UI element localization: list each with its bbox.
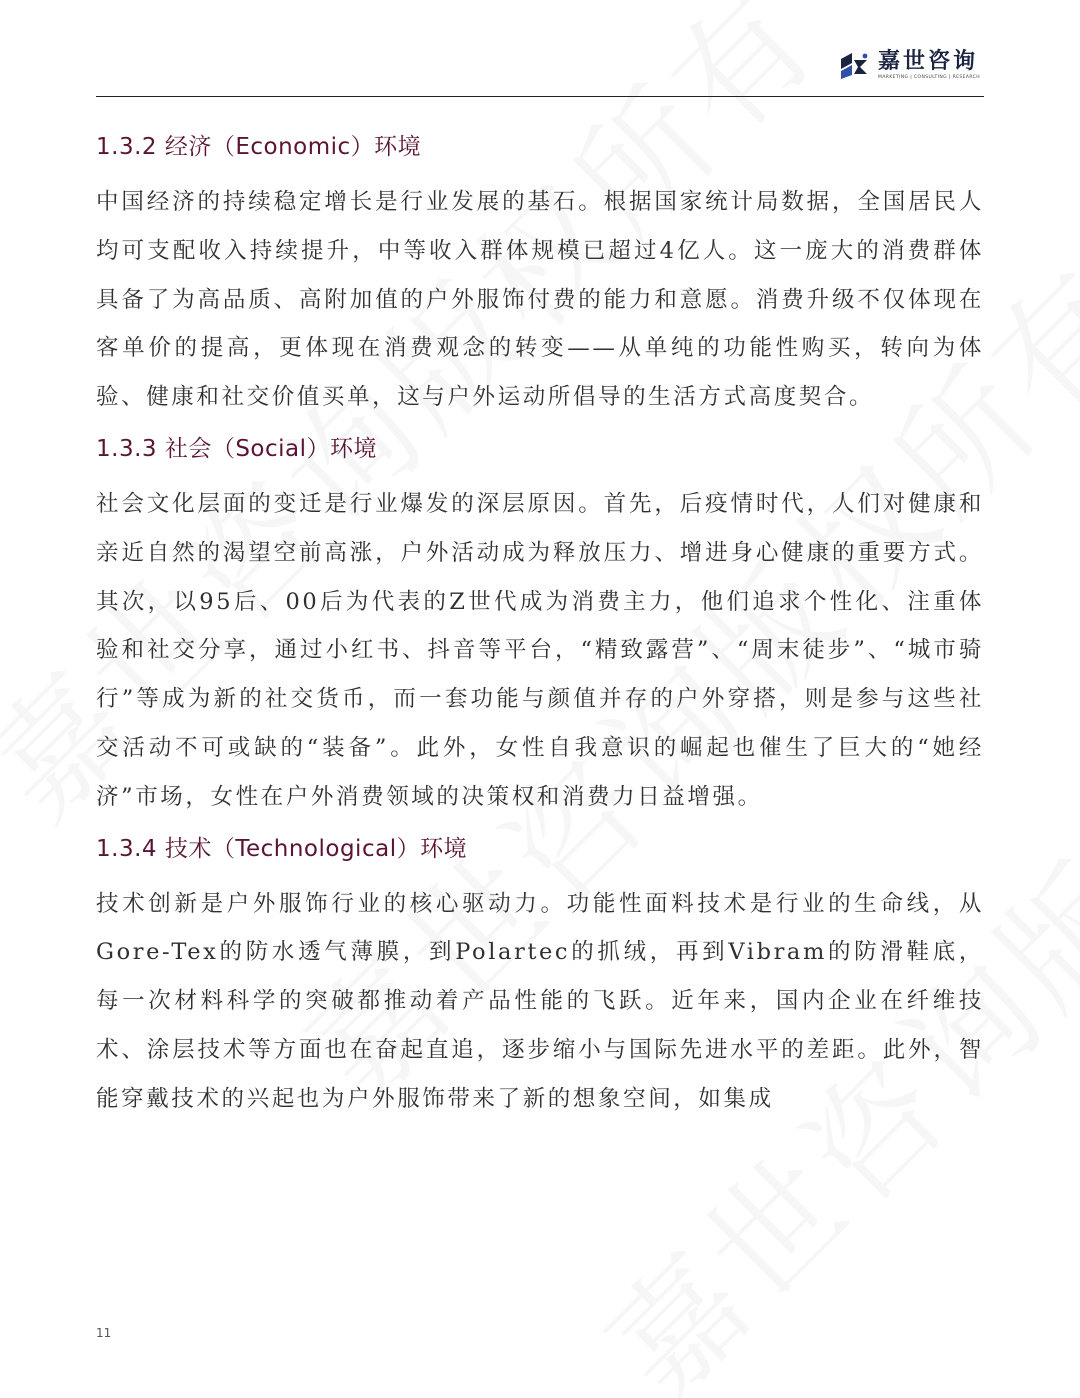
logo-tagline: MARKETING | CONSULTING | RESEARCH <box>878 75 980 80</box>
section-title: 1.3.3 社会（Social）环境 <box>96 435 378 462</box>
section-economic <box>96 130 984 422</box>
section-title: 1.3.4 技术（Technological）环境 <box>96 835 468 862</box>
company-logo <box>838 46 980 86</box>
section-technological <box>96 832 984 1124</box>
section-paragraph: 社会文化层面的变迁是行业爆发的深层原因。首先，后疫情时代，人们对健康和亲近自然的渴望空前高涨，户外活动成为释放压力、增进身心健康的重要方式。其次，以95后、00后为代表的Z世代成为消费主力，他们追求个性化、注重体验和社交分享，通过小红书、抖音等平台，“精致露营”、“周末徒步”、“城市骑行”等成为新的社交货币，而一套功能与颜值并存的户外穿搭，则是参与这些社交活动不可或缺的“装备”。此外，女性自我意识的崛起也催生了巨大的“她经济”市场，女性在户外消费领域的决策权和消费力日益增强。 <box>96 490 984 810</box>
company-logo-icon <box>838 50 870 82</box>
page-content <box>96 122 984 1134</box>
page-number: 11 <box>96 1326 112 1340</box>
section-paragraph: 中国经济的持续稳定增长是行业发展的基石。根据国家统计局数据，全国居民人均可支配收入持续提升，中等收入群体规模已超过4亿人。这一庞大的消费群体具备了为高品质、高附加值的户外服饰付费的能力和意愿。消费升级不仅体现在客单价的提高，更体现在消费观念的转变——从单纯的功能性购买，转向为体验、健康和社交价值买单，这与户外运动所倡导的生活方式高度契合。 <box>96 189 984 411</box>
page-header <box>96 40 984 97</box>
section-title: 1.3.2 经济（Economic）环境 <box>96 134 422 160</box>
logo-name: 嘉世咨询 <box>878 49 979 74</box>
section-paragraph: 技术创新是户外服饰行业的核心驱动力。功能性面料技术是行业的生命线，从Gore-Tex的防水透气薄膜，到Polartec的抓绒，再到Vibram的防滑鞋底，每一次材料科学的突破都推动着产品性能的飞跃。近年来，国内企业在纤维技术、涂层技术等方面也在奋起直追，逐步缩小与国际先进水平的差距。此外，智能穿戴技术的兴起也为户外服饰带来了新的想象空间，如集成 <box>96 890 984 1112</box>
section-social <box>96 432 984 822</box>
